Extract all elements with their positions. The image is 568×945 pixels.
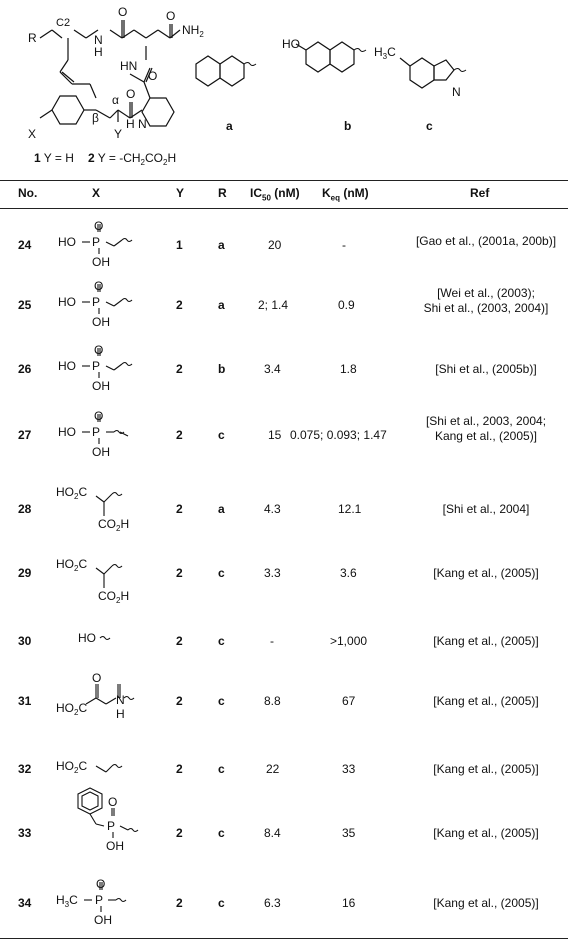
svg-text:OH: OH xyxy=(94,913,112,927)
row-y: 2 xyxy=(176,502,183,516)
table-header-rule xyxy=(0,208,568,209)
row-keq: 16 xyxy=(342,896,356,910)
row-ic50: 15 xyxy=(268,428,282,442)
x-structure-phosphono xyxy=(56,410,166,462)
row-keq: 3.6 xyxy=(340,566,357,580)
svg-text:N: N xyxy=(116,693,125,707)
row-ic50: 3.4 xyxy=(264,362,281,376)
row-r: a xyxy=(218,298,225,312)
row-keq: 1.8 xyxy=(340,362,357,376)
row-ic50: 3.3 xyxy=(264,566,281,580)
header-r: R xyxy=(218,186,227,200)
header-ref: Ref xyxy=(470,186,490,200)
row-r: c xyxy=(218,694,225,708)
row-ref: [Kang et al., (2005)] xyxy=(433,826,539,840)
scaffold-nh2-label: $NH_2$ xyxy=(182,23,204,39)
row-ic50: 20 xyxy=(268,238,282,252)
row-r: c xyxy=(218,896,225,910)
svg-text:HO: HO xyxy=(58,235,76,249)
row-ref: [Kang et al., (2005)] xyxy=(433,762,539,776)
scaffold-o-label: O xyxy=(118,5,128,19)
row-ic50: - xyxy=(270,634,274,648)
row-ref: [Shi et al., (2005b)] xyxy=(435,362,537,376)
row-keq: 0.9 xyxy=(338,298,355,312)
row-no: 34 xyxy=(18,896,32,910)
scaffold-x-label: X xyxy=(28,127,37,141)
x-structure-benzylphosphinyl xyxy=(56,786,166,852)
scaffold-r-label: R xyxy=(28,31,37,45)
x-structure-phosphonomethyl xyxy=(56,280,166,332)
row-keq: 67 xyxy=(342,694,356,708)
scaffold-hn-label: HN xyxy=(120,59,138,73)
group-c-label: c xyxy=(426,119,433,133)
x-ho2c-label: $HO_2C$ xyxy=(56,485,88,501)
row-ref: [Shi et al., 2003, 2004; Kang et al., (2005)] xyxy=(425,414,547,443)
x-structure-carboxymethyl xyxy=(56,752,166,780)
scaffold-h-label: H xyxy=(94,45,103,59)
row-no: 33 xyxy=(18,826,32,840)
svg-text:OH: OH xyxy=(92,255,110,269)
x-ho2c-label: $HO_2C$ xyxy=(56,557,88,573)
row-y: 2 xyxy=(176,566,183,580)
row-ic50: 2; 1.4 xyxy=(258,298,289,312)
scaffold-h2-label: H xyxy=(126,117,135,131)
scaffold-n2-label: N xyxy=(138,117,147,131)
row-y: 2 xyxy=(176,362,183,376)
row-r: c xyxy=(218,428,225,442)
row-ref: [Shi et al., 2004] xyxy=(442,502,530,516)
row-ref: [Kang et al., (2005)] xyxy=(433,694,539,708)
x-h3c-label: $H_3C$ xyxy=(56,893,78,909)
row-no: 31 xyxy=(18,694,32,708)
scaffold-y-label: Y xyxy=(114,127,123,141)
svg-text:OH: OH xyxy=(92,315,110,329)
scaffold-alpha-label: α xyxy=(112,93,119,107)
x-structure-malonyl xyxy=(56,478,166,534)
scaffold-n-label: N xyxy=(94,33,103,47)
header-ic50: $IC_{50}$ (nM) xyxy=(250,186,300,203)
row-y: 2 xyxy=(176,428,183,442)
row-r: c xyxy=(218,566,225,580)
svg-text:O: O xyxy=(94,280,104,293)
row-keq: 0.075; 0.093; 1.47 xyxy=(290,428,387,442)
row-y: 2 xyxy=(176,826,183,840)
row-no: 26 xyxy=(18,362,32,376)
header-y: Y xyxy=(176,186,185,200)
row-r: a xyxy=(218,502,225,516)
group-b-ho-label: HO xyxy=(282,37,300,51)
header-no: No. xyxy=(18,186,38,200)
svg-text:OH: OH xyxy=(106,839,124,852)
table-bottom-rule xyxy=(0,938,568,939)
row-no: 25 xyxy=(18,298,32,312)
row-r: c xyxy=(218,634,225,648)
row-ref: [Kang et al., (2005)] xyxy=(433,896,539,910)
row-no: 32 xyxy=(18,762,32,776)
x-structure-hydroxy xyxy=(78,626,138,650)
row-ic50: 8.8 xyxy=(264,694,281,708)
group-a-label: a xyxy=(226,119,233,133)
row-ic50: 6.3 xyxy=(264,896,281,910)
x-structure-malonyl xyxy=(56,550,166,606)
x-ho2c-label: $HO_2C$ xyxy=(56,759,88,775)
svg-text:H: H xyxy=(116,707,125,721)
row-ic50: 22 xyxy=(266,762,280,776)
scaffold-c2-label: C2 xyxy=(56,17,71,29)
group-b-label: b xyxy=(344,119,352,133)
scaffold-structure xyxy=(0,0,568,172)
svg-text:O: O xyxy=(96,877,106,891)
svg-text:O: O xyxy=(108,795,118,809)
scaffold-o3-label: O xyxy=(148,69,158,83)
x-ho2c-label: $HO_2C$ xyxy=(56,701,88,717)
row-no: 29 xyxy=(18,566,32,580)
row-keq: - xyxy=(342,238,346,252)
row-keq: 35 xyxy=(342,826,356,840)
header-keq: $K_{eq}$ (nM) xyxy=(322,186,369,203)
x-structure-methylphosphinyl xyxy=(56,876,166,932)
group-c-h3c-label: $H_3C$ xyxy=(374,45,396,61)
row-y: 2 xyxy=(176,762,183,776)
row-y: 2 xyxy=(176,634,183,648)
x-structure-phosphonomethyl xyxy=(56,220,166,272)
x-co2h-label: $CO_2H$ xyxy=(98,589,130,605)
row-y: 2 xyxy=(176,896,183,910)
x-structure-phosphonomethyl xyxy=(56,344,166,396)
row-y: 2 xyxy=(176,694,183,708)
row-r: a xyxy=(218,238,225,252)
svg-text:O: O xyxy=(92,671,102,685)
svg-text:P: P xyxy=(95,893,104,907)
scaffold-beta-label: β xyxy=(92,111,99,125)
svg-text:P: P xyxy=(92,295,101,309)
x-structure-oxalylamino xyxy=(56,670,166,726)
row-r: b xyxy=(218,362,226,376)
svg-text:HO: HO xyxy=(78,631,96,645)
svg-text:P: P xyxy=(107,819,116,833)
row-keq: >1,000 xyxy=(330,634,368,648)
scaffold-o2-label: O xyxy=(166,9,176,23)
row-ref: [Gao et al., (2001a, 200b)] xyxy=(415,234,557,248)
svg-text:P: P xyxy=(92,235,101,249)
svg-text:OH: OH xyxy=(92,379,110,393)
svg-text:P: P xyxy=(92,359,101,373)
row-no: 27 xyxy=(18,428,32,442)
row-ref: [Kang et al., (2005)] xyxy=(433,634,539,648)
row-no: 28 xyxy=(18,502,32,516)
svg-text:HO: HO xyxy=(58,359,76,373)
row-r: c xyxy=(218,762,225,776)
row-ref: [Wei et al., (2003); Shi et al., (2003, 2004)] xyxy=(423,286,549,315)
row-ic50: 8.4 xyxy=(264,826,281,840)
scaffold-caption: 1 Y = H 2 $Y = -CH_2CO_2H$ xyxy=(34,151,177,167)
row-r: c xyxy=(218,826,225,840)
table-top-rule xyxy=(0,180,568,181)
row-y: 1 xyxy=(176,238,183,252)
row-y: 2 xyxy=(176,298,183,312)
svg-text:O: O xyxy=(94,410,104,423)
group-c-n-label: N xyxy=(452,85,461,99)
row-keq: 12.1 xyxy=(338,502,362,516)
x-co2h-label: $CO_2H$ xyxy=(98,517,130,533)
row-keq: 33 xyxy=(342,762,356,776)
svg-text:HO: HO xyxy=(58,425,76,439)
scaffold-o4-label: O xyxy=(126,87,136,101)
header-x: X xyxy=(92,186,101,200)
row-no: 30 xyxy=(18,634,32,648)
row-ref: [Kang et al., (2005)] xyxy=(433,566,539,580)
svg-text:P: P xyxy=(92,425,101,439)
svg-text:OH: OH xyxy=(92,445,110,459)
svg-text:O: O xyxy=(94,344,104,357)
row-ic50: 4.3 xyxy=(264,502,281,516)
row-no: 24 xyxy=(18,238,32,252)
svg-text:HO: HO xyxy=(58,295,76,309)
svg-text:O: O xyxy=(94,220,104,233)
